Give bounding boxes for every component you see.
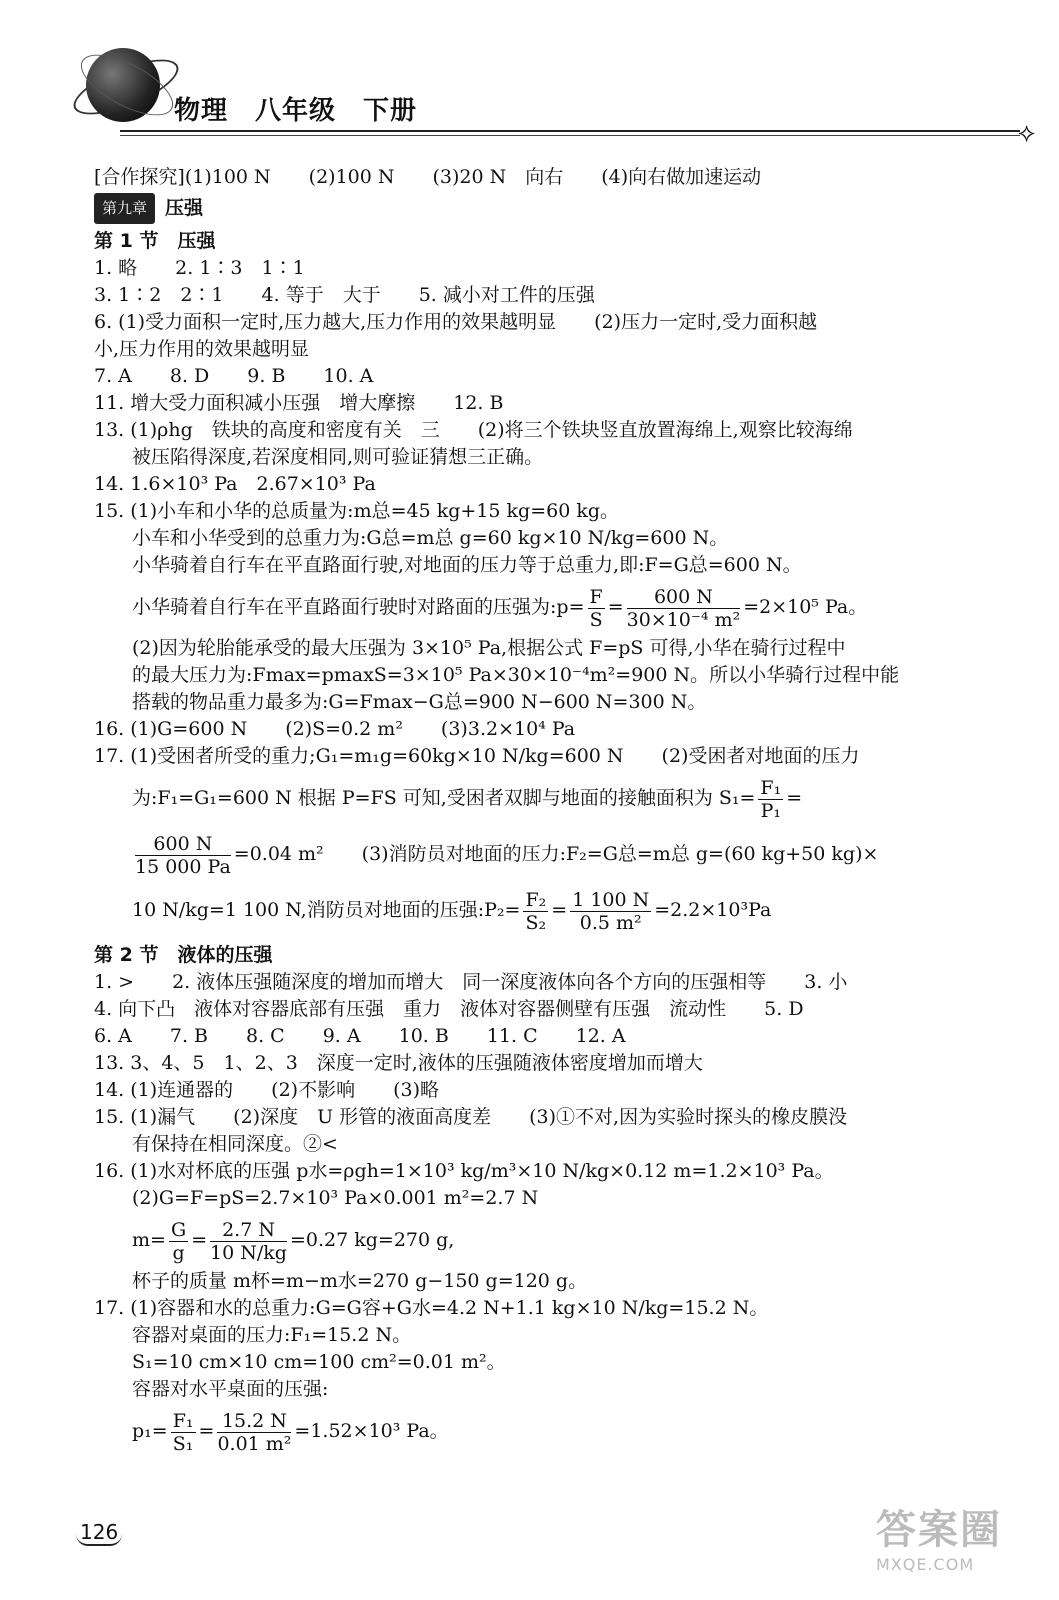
formula-line (94, 826, 994, 882)
denominator: 10 N/kg (210, 1241, 287, 1264)
text-span: 10 N/kg=1 100 N,消防员对地面的压强:P₂= (132, 899, 521, 921)
text-line: 17. (1)受困者所受的重力;G₁=m₁g=60kg×10 N/kg=600 N (2)受困者对地面的压力 (94, 745, 860, 767)
fraction (217, 1410, 291, 1455)
text-line: 有保持在相同深度。②< (132, 1133, 338, 1155)
formula-line: m= $\frac{G}{g}$ = $\frac{2.7 N}{10 N/kg}$ =0.27 kg=270 g, (132, 1218, 455, 1264)
text-line: S₁=10 cm×10 cm=100 cm²=0.01 m²。 (132, 1351, 506, 1373)
denominator: 0.5 m² (579, 911, 642, 934)
section-title: 第 2 节 液体的压强 (94, 944, 273, 966)
numerator: 600 N (135, 833, 231, 856)
text-line: 13. 3、4、5 1、2、3 深度一定时,液体的压强随液体密度增加而增大 (94, 1052, 703, 1074)
fraction (588, 586, 605, 631)
text-line: 16. (1)水对杯底的压强 p水=ρgh=1×10³ kg/m³×10 N/kg×0.12 m=1.2×10³ Pa。 (94, 1160, 834, 1182)
text-line: 7. A 8. D 9. B 10. A (94, 365, 374, 387)
text-span: =2×10⁵ Pa。 (743, 596, 868, 618)
chapter-heading (94, 193, 994, 224)
fraction (171, 1410, 196, 1455)
page-number: 126 (76, 1520, 122, 1546)
text-line: 17. (1)容器和水的总重力:G=G容+G水=4.2 N+1.1 kg×10 N/kg=15.2 N。 (94, 1297, 769, 1319)
text-line: (2)G=F=pS=2.7×10³ Pa×0.001 m²=2.7 N (132, 1187, 539, 1209)
text-span: 为:F₁=G₁=600 N 根据 P=FS 可知,受困者双脚与地面的接触面积为 S₁= (132, 787, 756, 809)
text-span: =2.2×10³Pa (654, 899, 772, 921)
formula-line: p₁= $\frac{\text{F₁}}{\text{S₁}}$ = $\frac{15.2 N}{\text{0.01 m²}}$ =1.52×10³ Pa。 (132, 1409, 449, 1455)
text-span: p₁= (132, 1420, 168, 1442)
formula-line: 10 N/kg=1 100 N,消防员对地面的压强:P₂= $\frac{\text{F₂}}{\text{S₂}}$ = $\frac{1 100 N}{\text{0.5 m²}}$ =2.2×10³Pa (132, 888, 772, 934)
swirl-icon: ⟡ (1018, 118, 1036, 148)
numerator: 2.7 N (210, 1219, 287, 1242)
numerator: F (589, 585, 603, 608)
text-line: 14. 1.6×10³ Pa 2.67×10³ Pa (94, 473, 376, 495)
text-line: 3. 1∶2 2∶1 4. 等于 大于 5. 减小对工件的压强 (94, 284, 595, 306)
text-line: 杯子的质量 m杯=m−m水=270 g−150 g=120 g。 (132, 1270, 588, 1292)
numerator: F₁ (172, 1409, 194, 1432)
text-span: =0.27 kg=270 g, (289, 1229, 455, 1251)
text-line: 小,压力作用的效果越明显 (94, 338, 310, 360)
fraction (627, 586, 741, 631)
text-line: 14. (1)连通器的 (2)不影响 (3)略 (94, 1079, 439, 1101)
section-title: 第 1 节 压强 (94, 230, 216, 252)
denominator: P₁ (760, 799, 782, 822)
numerator: 1 100 N (572, 888, 650, 911)
numerator: F₁ (760, 776, 782, 799)
fraction (135, 833, 231, 878)
text-line: 容器对桌面的压力:F₁=15.2 N。 (132, 1324, 412, 1346)
watermark-logo-text: 答案圈 (876, 1507, 1002, 1553)
text-span: =0.04 m² (3)消防员对地面的压力:F₂=G总=m总 g=(60 kg+50 kg)× (233, 843, 879, 865)
denominator: g (172, 1241, 185, 1264)
numerator: 15.2 N (217, 1410, 291, 1433)
answer-content (94, 164, 994, 1459)
header-rule (120, 135, 1020, 136)
denominator: S (589, 608, 603, 631)
fraction (570, 889, 651, 934)
text-line: 1. > 2. 液体压强随深度的增加而增大 同一深度液体向各个方向的压强相等 3. 小 (94, 971, 848, 993)
text-line: 11. 增大受力面积减小压强 增大摩擦 12. B (94, 392, 504, 414)
text-line: 16. (1)G=600 N (2)S=0.2 m² (3)3.2×10⁴ Pa (94, 718, 576, 740)
fraction (758, 777, 783, 822)
text-line: 被压陷得深度,若深度相同,则可验证猜想三正确。 (132, 446, 544, 468)
fraction (210, 1219, 287, 1264)
text-span: 小华骑着自行车在平直路面行驶时对路面的压强为:p= (132, 596, 585, 618)
chapter-title: 压强 (165, 197, 204, 219)
text-line: 容器对水平桌面的压强: (132, 1378, 329, 1400)
numerator: F₂ (525, 888, 547, 911)
numerator: 600 N (627, 586, 741, 609)
fraction (523, 889, 548, 934)
text-line: (2)因为轮胎能承受的最大压强为 3×10⁵ Pa,根据公式 F=pS 可得,小华在骑行过程中 (132, 637, 846, 659)
text-line: 1. 略 2. 1∶3 1∶1 (94, 257, 305, 279)
text-line: 小车和小华受到的总重力为:G总=m总 g=60 kg×10 N/kg=600 N。 (132, 527, 729, 549)
formula-line (94, 770, 994, 826)
text-line: 6. (1)受力面积一定时,压力越大,压力作用的效果越明显 (2)压力一定时,受力面积越 (94, 311, 818, 333)
watermark-url: MXQE.COM (876, 1555, 975, 1574)
watermark (876, 1498, 1006, 1586)
formula-line: 小华骑着自行车在平直路面行驶时对路面的压强为:p= $\frac{F}{S}$ = $\frac{600 N}{\text{30×10⁻⁴ m²}}$ =2×10⁵ Pa。 (132, 585, 868, 631)
header-rule (120, 130, 1020, 132)
text-line: 15. (1)漏气 (2)深度 U 形管的液面高度差 (3)①不对,因为实验时探头的橡皮膜没 (94, 1106, 848, 1128)
numerator: G (170, 1218, 187, 1241)
text-line: 搭载的物品重力最多为:G=Fmax−G总=900 N−600 N=300 N。 (132, 691, 707, 713)
text-span: = (786, 787, 803, 809)
denominator: 15 000 Pa (135, 855, 231, 878)
text-line: 13. (1)ρhg 铁块的高度和密度有关 三 (2)将三个铁块竖直放置海绵上,观察比较海绵 (94, 419, 853, 441)
denominator: S₂ (525, 911, 547, 934)
text-line: [合作探究](1)100 N (2)100 N (3)20 N 向右 (4)向右做加速运动 (94, 166, 762, 188)
text-line: 的最大压力为:Fmax=pmaxS=3×10⁵ Pa×30×10⁻⁴m²=900 N。所以小华骑行过程中能 (132, 664, 900, 686)
fraction (169, 1219, 188, 1264)
text-span: m= (132, 1229, 166, 1251)
text-line: 4. 向下凸 液体对容器底部有压强 重力 液体对容器侧壁有压强 流动性 5. D (94, 998, 804, 1020)
text-line: 15. (1)小车和小华的总质量为:m总=45 kg+15 kg=60 kg。 (94, 500, 620, 522)
denominator: 0.01 m² (217, 1432, 292, 1455)
book-title: 物理 八年级 下册 (174, 96, 418, 126)
denominator: S₁ (172, 1432, 194, 1455)
page-header (70, 38, 1036, 158)
text-line: 6. A 7. B 8. C 9. A 10. B 11. C 12. A (94, 1025, 626, 1047)
chapter-badge: 第九章 (94, 193, 155, 224)
text-line: 小华骑着自行车在平直路面行驶,对地面的压力等于总重力,即:F=G总=600 N。 (132, 554, 802, 576)
denominator: 30×10⁻⁴ m² (626, 608, 741, 631)
text-span: =1.52×10³ Pa。 (294, 1420, 449, 1442)
